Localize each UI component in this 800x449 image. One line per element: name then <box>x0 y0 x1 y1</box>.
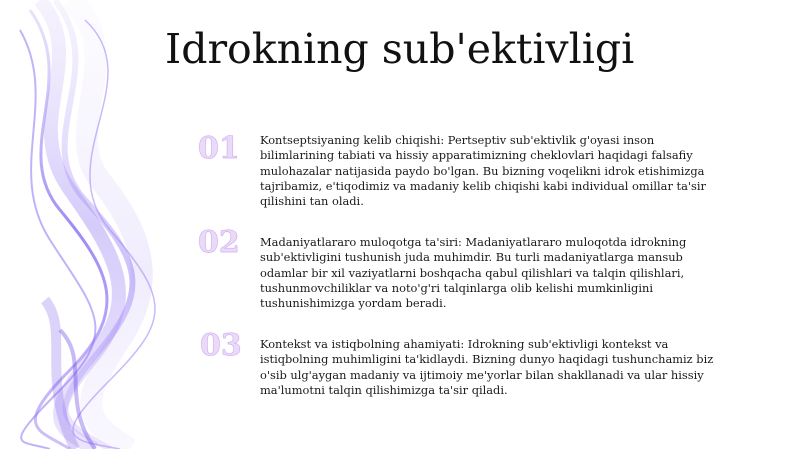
item-number-01: 01 <box>198 131 240 166</box>
item-number-02: 02 <box>198 225 240 260</box>
item-number-03: 03 <box>200 328 242 363</box>
item-text-01: Kontseptsiyaning kelib chiqishi: Pertseptiv sub'ektivlik g'oyasi inson bilimlarining tabiati va hissiy apparatimizning cheklovlari haqidagi falsafiy mulohazalar natijasida paydo bo'lgan. Bu bizning voqelikni idrok etishimizga tajribamiz, e'tiqodimiz va madaniy kelib chiqishi kabi individual omillar ta'sir qilishini tan oladi. <box>260 133 706 209</box>
item-text-03: Kontekst va istiqbolning ahamiyati: Idrokning sub'ektivligi kontekst va istiqbolning muhimligini ta'kidlaydi. Bizning dunyo haqidagi tushunchamiz biz o'sib ulg'aygan madaniy va ijtimoiy me'yorlar bilan shakllanadi va ular hissiy ma'lumotni talqin qilishimizga ta'sir qiladi. <box>260 337 714 397</box>
item-text-02: Madaniyatlararo muloqotga ta'siri: Madaniyatlararo muloqotda idrokning sub'ektivligini tushunish juda muhimdir. Bu turli madaniyatlarga mansub odamlar bir xil vaziyatlarni boshqacha qabul qilishlari va talqin qilishlari, tushunmovchiliklar va noto'g'ri talqinlarga olib kelishi mumkinligini tushunishimizga yordam beradi. <box>260 235 687 311</box>
page-title: Idrokning sub'ektivligi <box>165 25 635 73</box>
